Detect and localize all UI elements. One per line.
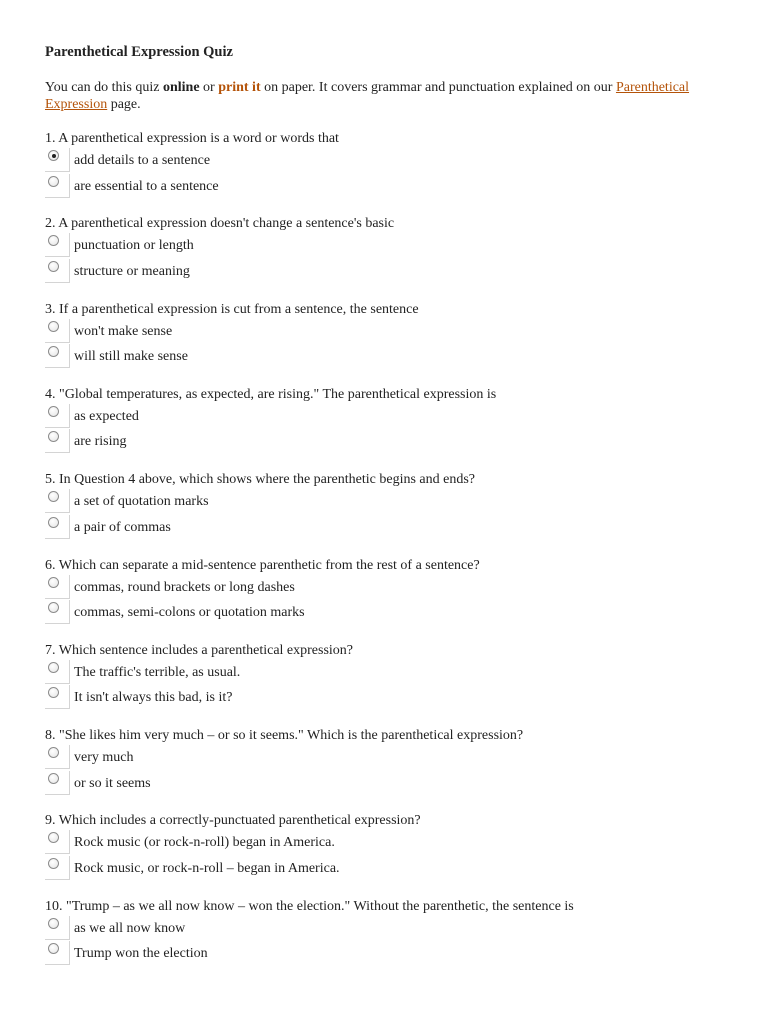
answer-option[interactable] — [45, 856, 745, 882]
option-label: will still make sense — [74, 349, 188, 365]
radio-cell — [45, 515, 70, 539]
radio-button[interactable] — [48, 176, 59, 187]
question-text: 7. Which sentence includes a parenthetical expression? — [45, 642, 354, 658]
answer-option[interactable] — [45, 941, 745, 967]
intro-text: page. — [107, 97, 141, 112]
radio-cell — [45, 148, 70, 172]
radio-button[interactable] — [48, 832, 59, 843]
question-text: 4. "Global temperatures, as expected, are rising." The parenthetical expression is — [45, 386, 497, 402]
answer-option[interactable] — [45, 771, 745, 797]
radio-button[interactable] — [48, 687, 59, 698]
radio-button[interactable] — [48, 858, 59, 869]
radio-cell — [45, 575, 70, 599]
option-label: are essential to a sentence — [74, 178, 219, 194]
intro-text: or — [199, 80, 219, 95]
option-label: The traffic's terrible, as usual. — [74, 664, 241, 680]
radio-button[interactable] — [48, 321, 59, 332]
answer-option[interactable] — [45, 344, 745, 370]
answer-option[interactable] — [45, 429, 745, 455]
option-label: very much — [74, 750, 134, 766]
radio-cell — [45, 259, 70, 283]
option-label: as we all now know — [74, 920, 186, 936]
radio-cell — [45, 830, 70, 854]
radio-cell — [45, 344, 70, 368]
question-block — [45, 215, 745, 284]
question-text: 8. "She likes him very much – or so it seems." Which is the parenthetical expression? — [45, 728, 524, 744]
answer-option[interactable] — [45, 233, 745, 259]
answer-option[interactable] — [45, 259, 745, 285]
radio-cell — [45, 745, 70, 769]
radio-cell — [45, 429, 70, 453]
answer-option[interactable] — [45, 660, 745, 686]
answer-option[interactable] — [45, 319, 745, 345]
answer-option[interactable] — [45, 916, 745, 942]
answer-option[interactable] — [45, 515, 745, 541]
print-it-link[interactable]: print it — [218, 80, 261, 95]
question-text: 5. In Question 4 above, which shows where the parenthetic begins and ends? — [45, 472, 475, 488]
radio-cell — [45, 233, 70, 257]
radio-cell — [45, 660, 70, 684]
option-label: won't make sense — [74, 323, 173, 339]
radio-button[interactable] — [48, 943, 59, 954]
question-block — [45, 471, 745, 540]
radio-cell — [45, 319, 70, 343]
question-text: 9. Which includes a correctly-punctuated parenthetical expression? — [45, 813, 421, 829]
question-block — [45, 386, 745, 455]
radio-button[interactable] — [48, 150, 59, 161]
radio-cell — [45, 685, 70, 709]
answer-option[interactable] — [45, 148, 745, 174]
option-label: are rising — [74, 434, 127, 450]
radio-cell — [45, 771, 70, 795]
radio-button[interactable] — [48, 491, 59, 502]
option-label: Rock music, or rock-n-roll – began in America. — [74, 860, 340, 876]
radio-button[interactable] — [48, 517, 59, 528]
question-block — [45, 812, 745, 881]
parenthetical-expression-link[interactable]: Parenthetical Expression — [45, 80, 690, 112]
option-label: as expected — [74, 408, 139, 424]
intro-text: on paper. It covers grammar and punctuation explained on our — [260, 80, 616, 95]
option-label: a set of quotation marks — [74, 494, 209, 510]
option-label: a pair of commas — [74, 519, 171, 535]
question-block — [45, 642, 745, 711]
question-text: 2. A parenthetical expression doesn't change a sentence's basic — [45, 216, 395, 232]
page-title: Parenthetical Expression Quiz — [45, 44, 233, 60]
radio-button[interactable] — [48, 346, 59, 357]
option-label: structure or meaning — [74, 263, 190, 279]
online-text: online — [162, 80, 200, 95]
answer-option[interactable] — [45, 404, 745, 430]
question-block — [45, 898, 745, 967]
answer-option[interactable] — [45, 575, 745, 601]
radio-button[interactable] — [48, 431, 59, 442]
radio-cell — [45, 941, 70, 965]
radio-button[interactable] — [48, 235, 59, 246]
radio-button[interactable] — [48, 261, 59, 272]
option-label: Rock music (or rock-n-roll) began in America. — [74, 835, 335, 851]
radio-cell — [45, 404, 70, 428]
radio-cell — [45, 489, 70, 513]
option-label: Trump won the election — [74, 946, 208, 962]
question-block — [45, 727, 745, 796]
intro-paragraph — [45, 79, 725, 113]
radio-button[interactable] — [48, 662, 59, 673]
option-label: punctuation or length — [74, 238, 194, 254]
answer-option[interactable] — [45, 600, 745, 626]
radio-button[interactable] — [48, 918, 59, 929]
option-label: or so it seems — [74, 775, 151, 791]
radio-button[interactable] — [48, 773, 59, 784]
radio-button[interactable] — [48, 602, 59, 613]
intro-text: You can do this quiz — [45, 80, 163, 95]
radio-cell — [45, 600, 70, 624]
answer-option[interactable] — [45, 830, 745, 856]
question-text: 3. If a parenthetical expression is cut from a sentence, the sentence — [45, 301, 419, 317]
radio-cell — [45, 916, 70, 940]
option-label: commas, round brackets or long dashes — [74, 579, 295, 595]
radio-cell — [45, 174, 70, 198]
question-text: 1. A parenthetical expression is a word or words that — [45, 131, 339, 146]
option-label: commas, semi-colons or quotation marks — [74, 605, 305, 620]
option-label: add details to a sentence — [74, 153, 211, 168]
question-block — [45, 301, 745, 370]
question-block — [45, 130, 745, 199]
radio-button[interactable] — [48, 406, 59, 417]
option-label: It isn't always this bad, is it? — [74, 690, 233, 706]
radio-button[interactable] — [48, 747, 59, 758]
answer-option[interactable] — [45, 174, 745, 200]
question-text: 6. Which can separate a mid-sentence parenthetic from the rest of a sentence? — [45, 557, 480, 573]
answer-option[interactable] — [45, 489, 745, 515]
answer-option[interactable] — [45, 685, 745, 711]
answer-option[interactable] — [45, 745, 745, 771]
radio-cell — [45, 856, 70, 880]
radio-button[interactable] — [48, 577, 59, 588]
question-block — [45, 557, 745, 626]
question-text: 10. "Trump – as we all now know – won the election." Without the parenthetic, the sentence is — [45, 898, 574, 914]
